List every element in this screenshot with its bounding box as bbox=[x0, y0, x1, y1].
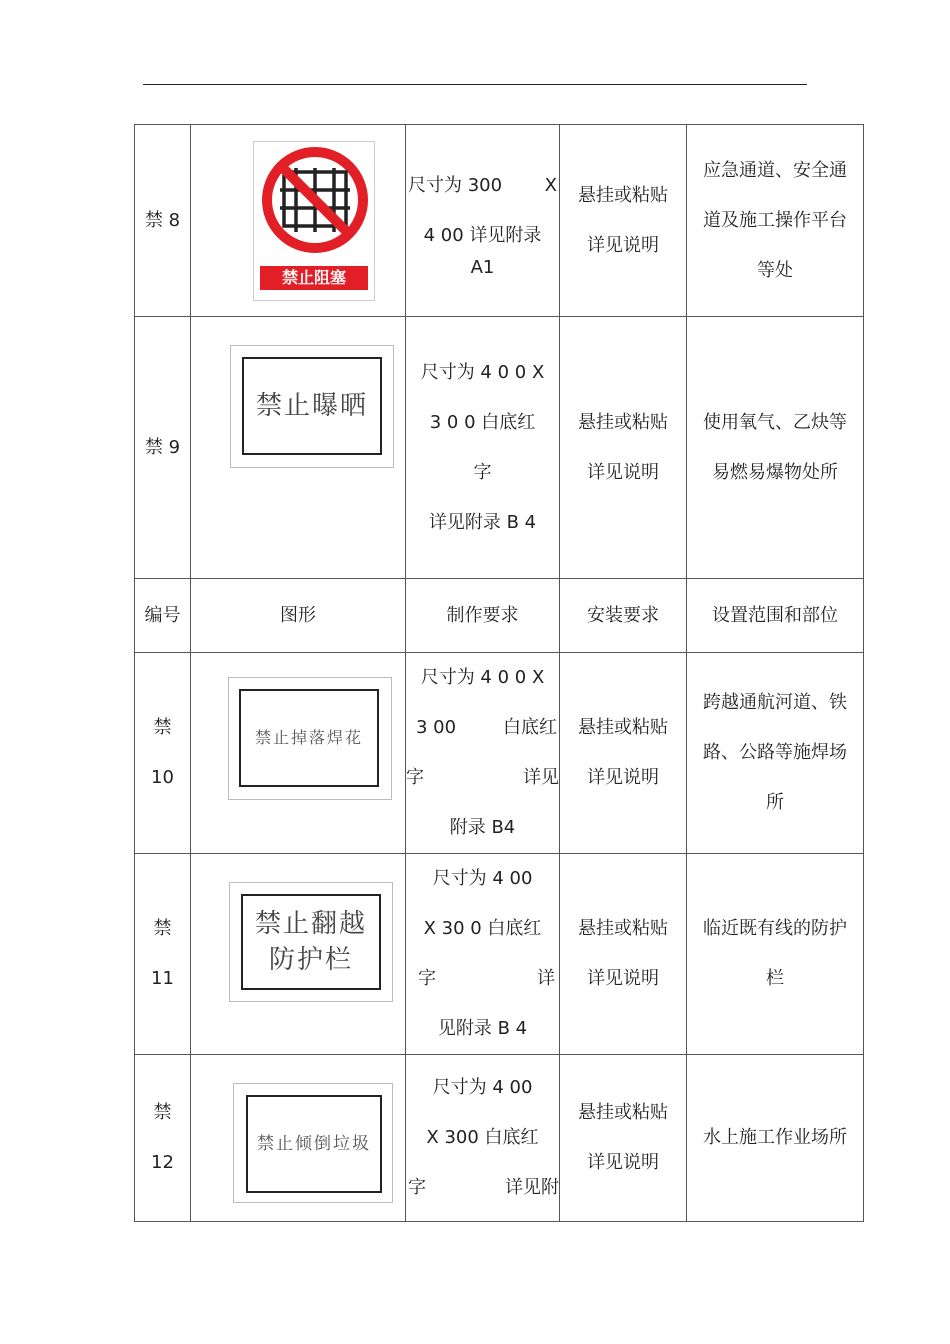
header-installation: 安装要求 bbox=[560, 579, 687, 653]
table-row bbox=[135, 653, 864, 854]
safety-sign-table bbox=[134, 124, 864, 1222]
table-row bbox=[135, 125, 864, 317]
production-requirements: 尺寸为 300 X 4 00 详见附录 A1 bbox=[406, 125, 560, 317]
production-requirements: 尺寸为 4 00 X 300 白底红 字 详见附 bbox=[406, 1055, 560, 1222]
installation-requirements: 悬挂或粘贴 详见说明 bbox=[560, 125, 687, 317]
placement-scope: 使用氧气、乙炔等 易燃易爆物处所 bbox=[687, 317, 864, 579]
sign-caption-line: 防护栏 bbox=[268, 945, 353, 975]
header-production: 制作要求 bbox=[406, 579, 560, 653]
sign-code: 禁 12 bbox=[135, 1055, 191, 1222]
header-scope: 设置范围和部位 bbox=[687, 579, 864, 653]
sign-code: 禁 8 bbox=[135, 125, 191, 317]
sign-code: 禁 10 bbox=[135, 653, 191, 854]
sign-caption: 禁止倾倒垃圾 bbox=[246, 1095, 382, 1193]
sign-image bbox=[229, 882, 393, 1002]
installation-requirements: 悬挂或粘贴 详见说明 bbox=[560, 854, 687, 1055]
placement-scope: 跨越通航河道、铁 路、公路等施焊场 所 bbox=[687, 653, 864, 854]
placement-scope: 临近既有线的防护 栏 bbox=[687, 854, 864, 1055]
table-row bbox=[135, 1055, 864, 1222]
sign-caption: 禁止曝晒 bbox=[242, 357, 382, 455]
production-requirements: 尺寸为 4 0 0 X 3 0 0 白底红 字 详见附录 B 4 bbox=[406, 317, 560, 579]
sign-graphic-cell bbox=[191, 317, 406, 579]
installation-requirements: 悬挂或粘贴 详见说明 bbox=[560, 317, 687, 579]
table-header-row bbox=[135, 579, 864, 653]
installation-requirements: 悬挂或粘贴 详见说明 bbox=[560, 653, 687, 854]
sign-code: 禁 11 bbox=[135, 854, 191, 1055]
installation-requirements: 悬挂或粘贴 详见说明 bbox=[560, 1055, 687, 1222]
sign-graphic-cell bbox=[191, 125, 406, 317]
sign-graphic-cell bbox=[191, 653, 406, 854]
sign-caption-line: 禁止翻越 bbox=[254, 909, 367, 939]
production-requirements: 尺寸为 4 0 0 X 3 00 白底红 字 详见 附录 B4 bbox=[406, 653, 560, 854]
sign-caption bbox=[241, 894, 381, 990]
sign-code: 禁 9 bbox=[135, 317, 191, 579]
table-row bbox=[135, 317, 864, 579]
sign-graphic-cell bbox=[191, 1055, 406, 1222]
sign-caption: 禁止掉落焊花 bbox=[239, 689, 379, 787]
header-rule bbox=[143, 84, 807, 85]
sign-image bbox=[233, 1083, 393, 1203]
no-blocking-red-circle-icon bbox=[258, 146, 372, 260]
sign-graphic-cell bbox=[191, 854, 406, 1055]
placement-scope: 水上施工作业场所 bbox=[687, 1055, 864, 1222]
sign-caption: 禁止阻塞 bbox=[260, 266, 368, 290]
header-graphic: 图形 bbox=[191, 579, 406, 653]
table-row bbox=[135, 854, 864, 1055]
production-requirements: 尺寸为 4 00 X 30 0 白底红 字 详 见附录 B 4 bbox=[406, 854, 560, 1055]
sign-image bbox=[230, 345, 394, 468]
header-code: 编号 bbox=[135, 579, 191, 653]
sign-image bbox=[253, 141, 375, 301]
placement-scope: 应急通道、安全通 道及施工操作平台 等处 bbox=[687, 125, 864, 317]
sign-image bbox=[228, 677, 392, 800]
